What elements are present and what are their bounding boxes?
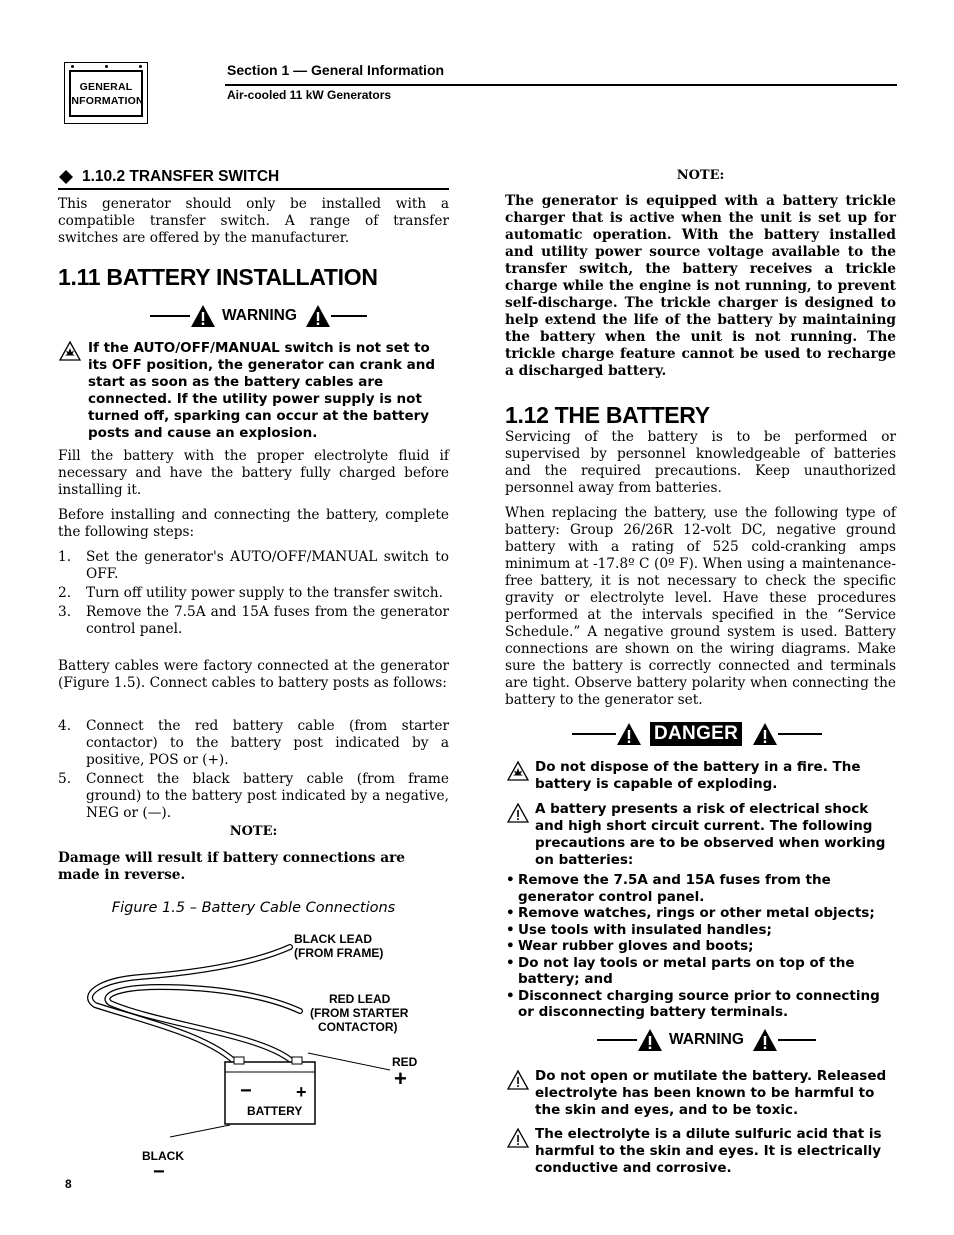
- note-text: Damage will result if battery connections are made in reverse.: [58, 850, 405, 883]
- warning-triangle-icon: [190, 304, 216, 328]
- section-subtitle: Air-cooled 11 kW Generators: [227, 88, 392, 102]
- transfer-switch-heading-row: [58, 168, 449, 190]
- black-lead-sublabel: (FROM FRAME): [294, 946, 384, 960]
- danger-text-2: A battery presents a risk of electrical shock and high short circuit current. The following precautions are to be observed when working on batteries:: [535, 801, 886, 868]
- section-badge: [64, 62, 148, 124]
- before-install-text: Before installing and connecting the battery, complete the following steps:: [58, 507, 449, 540]
- red-plus-symbol: +: [394, 1066, 407, 1091]
- black-minus-symbol: −: [153, 1161, 165, 1183]
- the-battery-heading: 1.12 THE BATTERY: [505, 402, 710, 428]
- caution-triangle-icon: [507, 1128, 529, 1148]
- transfer-switch-text: This generator should only be installed with a compatible transfer switch. A range of transfer switches are offered by the manufacturer.: [58, 196, 449, 246]
- danger-banner: [572, 722, 822, 746]
- badge-line-1: GENERAL: [79, 80, 133, 93]
- battery-cable-figure: [80, 925, 440, 1183]
- transfer-switch-heading: 1.10.2 TRANSFER SWITCH: [82, 168, 280, 185]
- negative-post: [234, 1057, 244, 1064]
- warning-banner: [150, 304, 367, 328]
- warning-text-2: The electrolyte is a dilute sulfuric acid that is harmful to the skin and eyes. It is electrically conductive and corrosive.: [535, 1126, 882, 1176]
- caution-triangle-icon: [507, 803, 529, 823]
- list-item: • Remove watches, rings or other metal objects;: [506, 905, 875, 921]
- steps-list-b: [58, 718, 449, 822]
- list-item: 2. Turn off utility power supply to the transfer switch.: [58, 585, 443, 601]
- list-item: • Do not lay tools or metal parts on top of the battery; and: [506, 954, 855, 987]
- red-label: RED: [392, 1055, 418, 1069]
- figure-caption: Figure 1.5 – Battery Cable Connections: [111, 900, 396, 916]
- danger-label: DANGER: [650, 722, 742, 746]
- list-item: • Disconnect charging source prior to connecting or disconnecting battery terminals.: [506, 987, 880, 1020]
- warning-text-1: Do not open or mutilate the battery. Released electrolyte has been known to be harmful to the skin and eyes, and to be toxic.: [535, 1068, 887, 1118]
- badge-line-2: INFORMATION: [68, 94, 144, 107]
- black-lead-label: BLACK LEAD: [294, 932, 372, 946]
- fill-battery-text: Fill the battery with the proper electrolyte fluid if necessary and have the battery fully charged before installing it.: [58, 448, 449, 498]
- section-title: Section 1 — General Information: [227, 62, 445, 78]
- red-lead-sublabel-2: CONTACTOR): [318, 1020, 398, 1034]
- caution-triangle-icon: [507, 1070, 529, 1090]
- danger-triangle-icon: [616, 722, 642, 746]
- list-item: 3. Remove the 7.5A and 15A fuses from the generator control panel.: [58, 604, 449, 637]
- red-lead-label: RED LEAD: [329, 992, 391, 1006]
- danger-triangle-icon: [752, 722, 778, 746]
- precautions-list: [506, 872, 896, 1021]
- list-item: • Remove the 7.5A and 15A fuses from the generator control panel.: [506, 872, 831, 905]
- header-rule: [225, 84, 897, 86]
- page-number: 8: [65, 1177, 72, 1191]
- diamond-bullet-icon: [58, 169, 74, 185]
- warning-text: If the AUTO/OFF/MANUAL switch is not set to its OFF position, the generator can crank and start as soon as the battery cables are connected. If the utility power supply is not turned off, sparking can occur at the battery posts and cause an explosion.: [88, 340, 436, 441]
- battery-label: BATTERY: [247, 1104, 303, 1118]
- warning-triangle-icon: [637, 1028, 663, 1052]
- note-label: NOTE:: [229, 824, 278, 839]
- heading-rule: [58, 188, 449, 190]
- list-item: 4. Connect the red battery cable (from starter contactor) to the battery post indicated by a positive, POS or (+).: [58, 718, 449, 768]
- note-text-right: The generator is equipped with a battery trickle charger that is active when the unit is set up for automatic operation. With the battery installed and utility power source voltage available to the transfer switch, the battery receives a trickle charge while the engine is not running, to prevent self-discharge. The trickle charger is designed to help extend the life of the battery by maintaining the battery when the unit is not running. The trickle charge feature cannot be used to recharge a discharged battery.: [505, 193, 896, 379]
- warning-label-right: WARNING: [669, 1031, 744, 1048]
- explosion-hazard-icon: [507, 761, 529, 781]
- servicing-text: Servicing of the battery is to be performed or supervised by personnel knowledgeable of batteries and the required precautions. Keep unauthorized personnel away from batteries.: [505, 429, 896, 496]
- positive-post: [292, 1057, 302, 1064]
- list-item: 1. Set the generator's AUTO/OFF/MANUAL switch to OFF.: [58, 549, 449, 582]
- explosion-hazard-icon: [59, 341, 81, 361]
- steps-list-a: [58, 549, 449, 638]
- battery-minus-label: −: [240, 1080, 252, 1102]
- cables-text: Battery cables were factory connected at the generator (Figure 1.5). Connect cables to battery posts as follows:: [58, 658, 449, 691]
- warning-triangle-icon: [752, 1028, 778, 1052]
- warning-banner-right: [597, 1028, 816, 1052]
- replacing-text: When replacing the battery, use the following type of battery: Group 26/26R 12-volt DC, negative ground battery with a rating of 525 cold-cranking amps minimum at -17.8º C (0º F). When using a maintenance-free battery, it is not necessary to check the specific gravity or electrolyte level. Have these procedures performed at the intervals specified in the “Service Schedule.” A negative ground system is used. Battery connections are shown on the wiring diagrams. Make sure the battery is correctly connected and terminals are tight. Observe battery polarity when connecting the battery to the generator set.: [505, 505, 896, 708]
- warning-label: WARNING: [222, 307, 297, 324]
- battery-installation-heading: 1.11 BATTERY INSTALLATION: [58, 264, 378, 290]
- danger-text-1: Do not dispose of the battery in a fire. The battery is capable of exploding.: [535, 759, 861, 792]
- black-label: BLACK: [142, 1149, 184, 1163]
- warning-triangle-icon: [305, 304, 331, 328]
- note-label-right: NOTE:: [676, 168, 725, 183]
- list-item: • Wear rubber gloves and boots;: [506, 938, 754, 954]
- battery-plus-label: +: [296, 1082, 307, 1102]
- list-item: • Use tools with insulated handles;: [506, 921, 772, 938]
- red-lead-sublabel-1: (FROM STARTER: [310, 1006, 409, 1020]
- list-item: 5. Connect the black battery cable (from frame ground) to the battery post indicated by a negative, NEG or (—).: [58, 771, 449, 821]
